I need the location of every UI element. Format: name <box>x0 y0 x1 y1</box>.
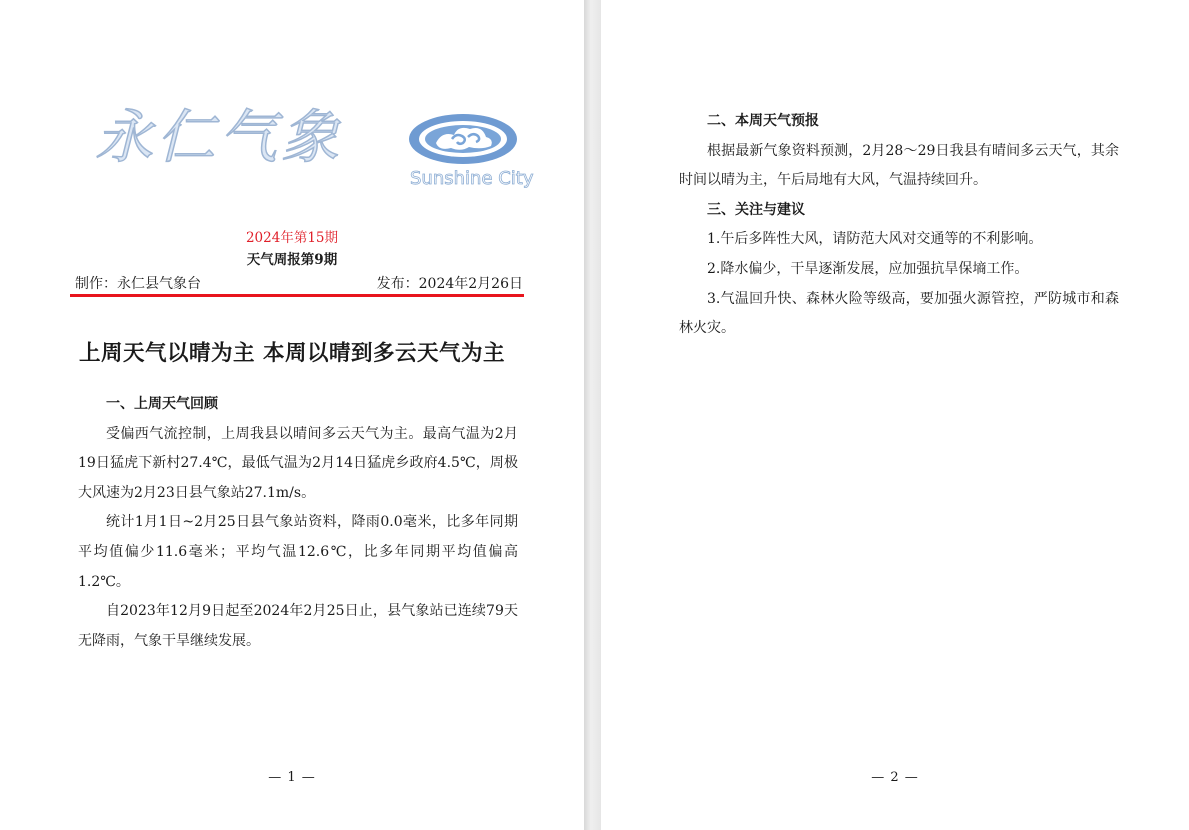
page-number: — 2 — <box>871 770 919 785</box>
page-gutter <box>584 0 601 830</box>
logo-title: 永仁气象 <box>95 103 344 171</box>
header-divider <box>70 294 524 297</box>
document-page-2 <box>601 0 1189 830</box>
paragraph-drought: 自2023年12月9日起至2024年2月25日止，县气象站已连续79天无降雨，气象干旱继续发展。 <box>78 603 518 649</box>
paragraph-forecast: 根据最新气象资料预测，2月28～29日我县有晴间多云天气，其余时间以晴为主，午后局地有大风，气温持续回升。 <box>679 142 1119 189</box>
paragraph-temperature: 受偏西气流控制，上周我县以晴间多云天气为主。最高气温为2月19日猛虎下新村27.4℃，最低气温为2月14日猛虎乡政府4.5℃，周极大风速为2月23日县气象站27.1m/s。 <box>78 425 518 501</box>
document-page-1 <box>0 0 584 830</box>
advice-item: 2.降水偏少，干旱逐渐发展，应加强抗旱保墒工作。 <box>707 260 1029 277</box>
advice-item: 1.午后多阵性大风，请防范大风对交通等的不利影响。 <box>707 231 1043 248</box>
section-heading-advice: 三、关注与建议 <box>707 201 805 218</box>
byline <box>75 273 523 293</box>
producer-label: 制作：永仁县气象台 <box>75 276 201 292</box>
advice-item: 3.气温回升快、森林火险等级高，要加强火源管控，严防城市和森林火灾。 <box>679 290 1119 337</box>
logo-tagline: Sunshine City <box>410 168 534 189</box>
issue-number: 2024年第15期 <box>245 230 339 246</box>
document-headline: 上周天气以晴为主 本周以晴到多云天气为主 <box>79 341 505 366</box>
section-heading-forecast: 二、本周天气预报 <box>707 113 819 129</box>
paragraph-statistics: 统计1月1日~2月25日县气象站资料，降雨0.0毫米，比多年同期平均值偏少11.6毫米；平均气温12.6℃，比多年同期平均值偏高1.2℃。 <box>78 514 518 590</box>
publish-date: 发布：2024年2月26日 <box>376 276 523 292</box>
page2-body <box>679 107 1119 344</box>
series-title: 天气周报第9期 <box>246 252 338 268</box>
page-number: — 1 — <box>268 770 316 785</box>
page1-body <box>78 390 518 656</box>
cloud-logo-icon <box>408 113 534 189</box>
section-heading-review: 一、上周天气回顾 <box>106 396 218 412</box>
